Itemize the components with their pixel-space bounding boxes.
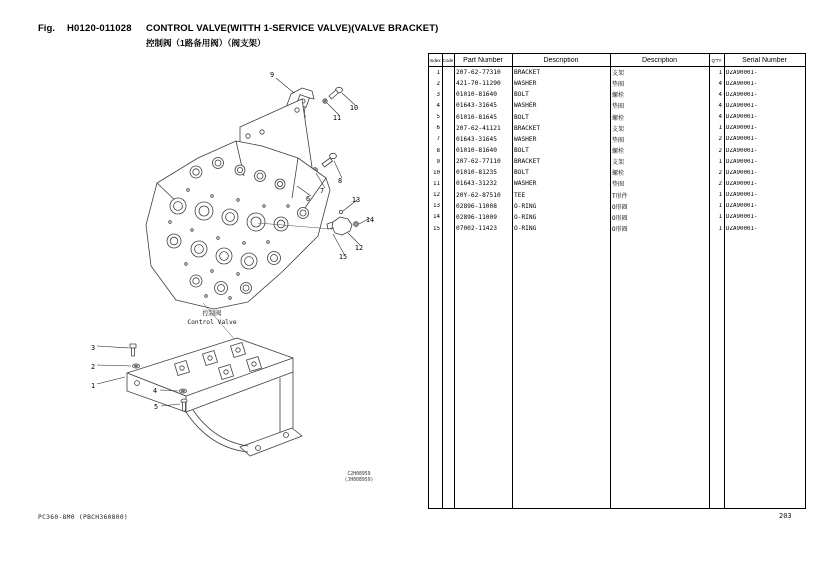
drawing-code-line1: C2H08959 [347, 472, 371, 477]
valve-label-en: Control Valve [187, 319, 237, 326]
cell-qty: 4 [718, 91, 722, 98]
table-row [428, 212, 806, 223]
callout-11: 11 [332, 114, 342, 122]
cell-serial-number: DZA90001- [726, 158, 758, 165]
table-row [428, 100, 806, 111]
cell-qty: 4 [718, 102, 722, 109]
callout-12: 12 [354, 244, 364, 252]
cell-qty: 1 [718, 214, 722, 221]
col-header-description-zh: Description [641, 56, 677, 64]
cell-description-zh: 支架 [612, 70, 625, 78]
cell-part-number: 01643-31645 [456, 135, 497, 143]
valve-body [146, 141, 330, 309]
drawing-code-line2: (JH008959) [344, 478, 374, 483]
footer-model-code: PC360-8M0 (PBCH360800) [38, 514, 129, 521]
cell-serial-number: DZA90001- [726, 114, 758, 121]
cell-index: 13 [433, 203, 440, 210]
tee-fitting-part12 [327, 210, 358, 235]
cell-description-en: BOLT [514, 147, 529, 155]
cell-part-number: 07002-11423 [456, 225, 497, 233]
col-header-part-number: Part Number [463, 56, 503, 64]
cell-part-number: 01010-81640 [456, 147, 497, 155]
cell-description-en: BOLT [514, 91, 529, 99]
table-row [428, 201, 806, 212]
cell-index: 2 [436, 80, 440, 87]
cell-part-number: 01010-81645 [456, 113, 497, 121]
cell-part-number: 02896-11009 [456, 213, 497, 221]
callout-2: 2 [90, 363, 96, 371]
page-number: 203 [779, 512, 792, 520]
cell-description-en: BRACKET [514, 69, 541, 77]
cell-serial-number: DZA90001- [726, 69, 758, 76]
cell-part-number: 207-62-77110 [456, 158, 501, 166]
cell-description-zh: T形件 [612, 192, 628, 200]
cell-description-zh: O形圈 [612, 203, 628, 211]
cell-description-en: BOLT [514, 113, 529, 121]
cell-description-en: WASHER [514, 102, 537, 110]
column-divider [610, 54, 611, 508]
cell-part-number: 01010-81640 [456, 91, 497, 99]
cell-serial-number: DZA90001- [726, 147, 758, 154]
cell-qty: 1 [718, 192, 722, 199]
callout-13: 13 [351, 196, 361, 204]
table-row [428, 67, 806, 78]
cell-part-number: 01643-31232 [456, 180, 497, 188]
cell-description-zh: 支架 [612, 159, 625, 167]
parts-table [428, 53, 806, 509]
column-divider [805, 54, 806, 508]
cell-description-zh: O形圈 [612, 226, 628, 234]
cell-description-en: WASHER [514, 80, 537, 88]
callout-5: 5 [153, 403, 159, 411]
cell-description-zh: 支架 [612, 125, 625, 133]
table-row [428, 134, 806, 145]
col-header-code: Code [442, 57, 454, 63]
cell-description-zh: 垫圈 [612, 136, 625, 144]
cell-description-en: BRACKET [514, 124, 541, 132]
column-divider [709, 54, 710, 508]
cell-description-en: BRACKET [514, 158, 541, 166]
cell-description-en: O-RING [514, 213, 537, 221]
table-row [428, 156, 806, 167]
cell-index: 6 [436, 125, 440, 132]
cell-description-en: TEE [514, 191, 526, 199]
cell-description-zh: 螺栓 [612, 92, 625, 100]
figure-number: H0120-011028 [67, 23, 132, 34]
cell-index: 3 [436, 91, 440, 98]
cell-serial-number: DZA90001- [726, 225, 758, 232]
cell-index: 5 [436, 114, 440, 121]
cell-qty: 2 [718, 147, 722, 154]
cell-index: 15 [433, 225, 440, 232]
cell-description-en: O-RING [514, 202, 537, 210]
cell-qty: 1 [718, 69, 722, 76]
cell-description-zh: 螺栓 [612, 170, 625, 178]
cell-qty: 2 [718, 136, 722, 143]
cell-index: 9 [436, 158, 440, 165]
parts-table-header [428, 54, 806, 67]
callout-14: 14 [365, 216, 375, 224]
cell-part-number: 02896-11008 [456, 202, 497, 210]
callout-9: 9 [269, 71, 275, 79]
cell-serial-number: DZA90001- [726, 136, 758, 143]
cell-index: 8 [436, 147, 440, 154]
callout-6: 6 [305, 195, 311, 203]
cell-index: 10 [433, 169, 440, 176]
table-row [428, 190, 806, 201]
cell-part-number: 421-70-11290 [456, 80, 501, 88]
cell-description-en: WASHER [514, 135, 537, 143]
callout-4: 4 [152, 387, 158, 395]
cell-qty: 1 [718, 125, 722, 132]
cell-qty: 1 [718, 203, 722, 210]
cell-qty: 2 [718, 169, 722, 176]
bolt10-washer11-glyphs [323, 87, 343, 103]
table-row [428, 112, 806, 123]
cell-part-number: 01643-31645 [456, 102, 497, 110]
col-header-qty: Q'TY [711, 57, 722, 63]
table-row [428, 223, 806, 234]
column-divider [428, 54, 429, 508]
mounting-bracket-part1 [127, 338, 302, 456]
cell-serial-number: DZA90001- [726, 80, 758, 87]
cell-part-number: 207-62-77310 [456, 69, 501, 77]
col-header-description-en: Description [543, 56, 579, 64]
callout-7: 7 [319, 187, 325, 195]
table-row [428, 89, 806, 100]
cell-serial-number: DZA90001- [726, 214, 758, 221]
figure-title-zh: 控制阀（1路备用阀）（阀支架） [146, 38, 266, 48]
cell-qty: 2 [718, 180, 722, 187]
column-divider [512, 54, 513, 508]
cell-description-zh: 垫圈 [612, 81, 625, 89]
column-divider [724, 54, 725, 508]
table-row [428, 167, 806, 178]
column-divider [442, 54, 443, 508]
table-row [428, 178, 806, 189]
cell-serial-number: DZA90001- [726, 169, 758, 176]
column-divider [454, 54, 455, 508]
cell-index: 14 [433, 214, 440, 221]
cell-description-en: WASHER [514, 180, 537, 188]
cell-qty: 4 [718, 80, 722, 87]
fig-label: Fig. [38, 23, 55, 34]
cell-serial-number: DZA90001- [726, 125, 758, 132]
cell-description-zh: 垫圈 [612, 103, 625, 111]
cell-qty: 4 [718, 114, 722, 121]
cell-description-zh: O形圈 [612, 214, 628, 222]
parts-table-body [428, 67, 806, 234]
cell-description-en: BOLT [514, 169, 529, 177]
table-row [428, 145, 806, 156]
callout-8: 8 [337, 177, 343, 185]
cell-serial-number: DZA90001- [726, 180, 758, 187]
cell-index: 11 [433, 180, 440, 187]
callout-15: 15 [338, 253, 348, 261]
cell-part-number: 20Y-62-87510 [456, 191, 501, 199]
cell-serial-number: DZA90001- [726, 203, 758, 210]
cell-qty: 1 [718, 225, 722, 232]
cell-part-number: 01010-81235 [456, 169, 497, 177]
cell-index: 7 [436, 136, 440, 143]
valve-label-zh: 控制阀 [202, 310, 222, 317]
callout-3: 3 [90, 344, 96, 352]
cell-serial-number: DZA90001- [726, 91, 758, 98]
figure-title-en: CONTROL VALVE(WITTH 1-SERVICE VALVE)(VALVE BRACKET) [146, 23, 439, 34]
cell-description-zh: 垫圈 [612, 181, 625, 189]
table-row [428, 78, 806, 89]
callout-10: 10 [349, 104, 359, 112]
bolt8-washer7-glyphs [313, 153, 337, 172]
col-header-index: Index [429, 57, 441, 63]
cell-qty: 1 [718, 158, 722, 165]
cell-description-en: O-RING [514, 225, 537, 233]
cell-index: 1 [436, 69, 440, 76]
cell-serial-number: DZA90001- [726, 192, 758, 199]
cell-serial-number: DZA90001- [726, 102, 758, 109]
cell-part-number: 207-62-41121 [456, 124, 501, 132]
cell-description-zh: 螺栓 [612, 114, 625, 122]
cell-index: 12 [433, 192, 440, 199]
cell-description-zh: 螺栓 [612, 148, 625, 156]
col-header-serial-number: Serial Number [742, 56, 787, 64]
cell-index: 4 [436, 102, 440, 109]
table-row [428, 123, 806, 134]
callout-1: 1 [90, 382, 96, 390]
